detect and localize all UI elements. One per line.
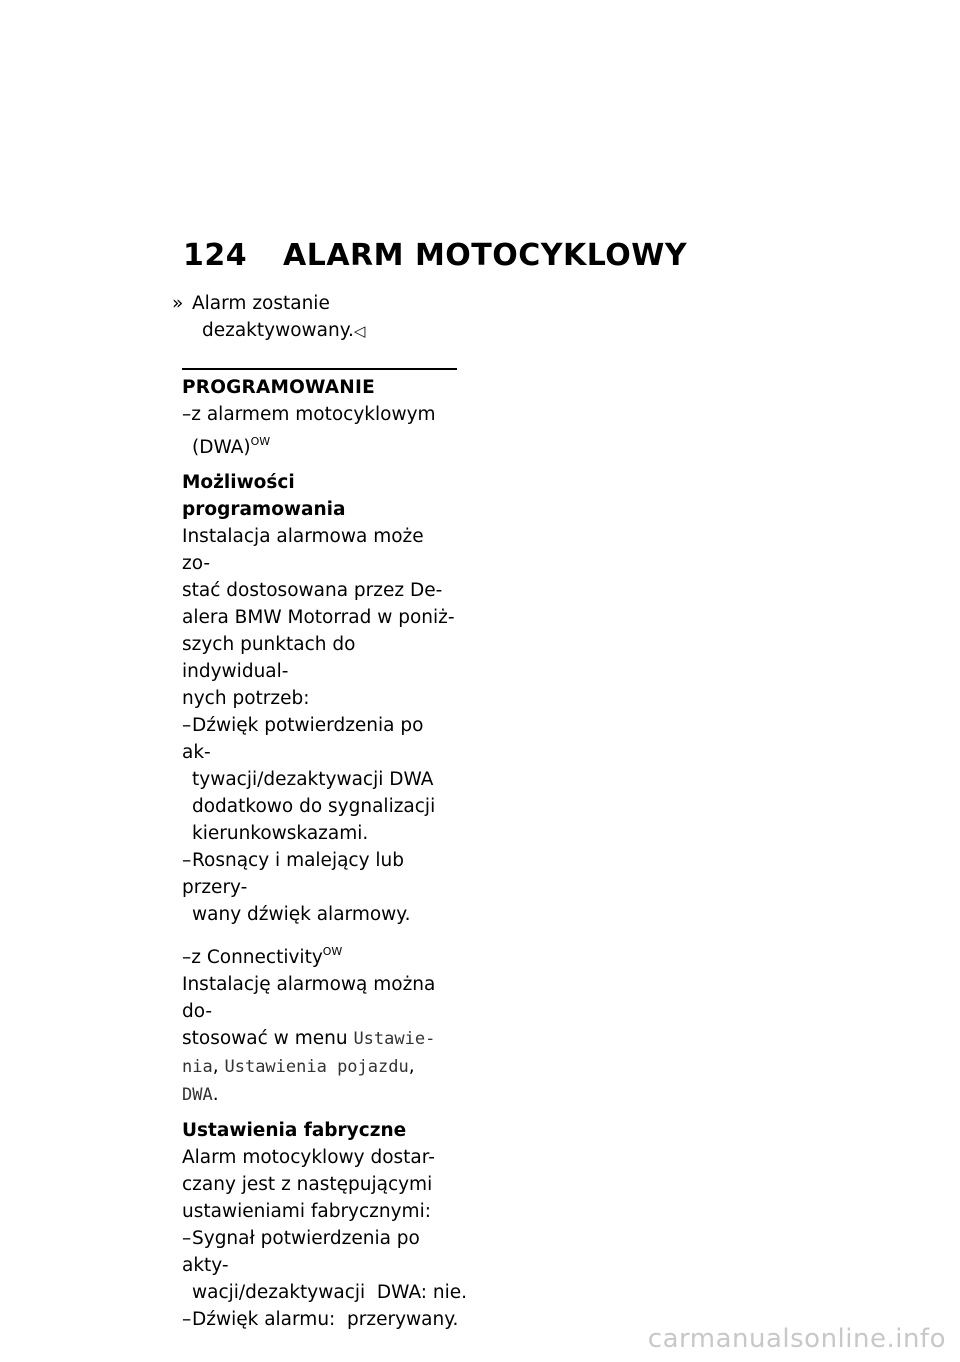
option-line: z Connectivity: [191, 947, 323, 968]
separator: .: [212, 1084, 219, 1105]
page-number: 124: [183, 238, 248, 273]
page-header: [183, 238, 687, 273]
text-line: alera BMW Motorrad w poniż-: [182, 607, 455, 628]
text-line: stać dostosowana przez De-: [182, 580, 443, 601]
result-marker: »: [172, 293, 184, 314]
end-marker-icon: ◁: [353, 322, 366, 340]
menu-path-settings: nia: [182, 1057, 213, 1077]
section-rule: [182, 368, 457, 370]
paragraph-options: [182, 523, 457, 712]
menu-path-settings: Ustawie-: [353, 1029, 436, 1049]
text-line: dodatkowo do sygnalizacji: [192, 796, 436, 817]
subheading-options: Możliwości programowania: [182, 472, 346, 520]
option-superscript: OW: [322, 945, 343, 958]
text-line: wany dźwięk alarmowy.: [192, 904, 411, 925]
intro-result: [172, 290, 457, 345]
separator: ,: [408, 1056, 415, 1077]
text-line: Alarm motocyklowy dostar-: [182, 1147, 435, 1168]
dash: –: [182, 404, 192, 425]
section-heading: PROGRAMOWANIE: [182, 377, 375, 398]
paragraph-menu: [182, 971, 457, 1109]
list-options: [182, 712, 457, 928]
text-line: ustawieniami fabrycznymi:: [182, 1201, 431, 1222]
paragraph-factory: [182, 1144, 457, 1225]
text-line: czany jest z następującymi: [182, 1174, 433, 1195]
subheading-factory: Ustawienia fabryczne: [182, 1120, 407, 1141]
text-line: Instalację alarmową można do-: [182, 974, 436, 1022]
dash: –: [182, 1228, 192, 1249]
menu-path-vehicle-settings: Ustawienia pojazdu: [224, 1057, 409, 1077]
dash: –: [182, 850, 192, 871]
text-line: Dźwięk potwierdzenia po ak-: [182, 715, 424, 763]
text-line: kierunkowskazami.: [192, 823, 369, 844]
content-column: [172, 290, 468, 1333]
list-item: [182, 712, 457, 847]
list-item: [182, 1225, 468, 1306]
text-line: Dźwięk alarmu: przerywany.: [192, 1309, 459, 1330]
option-line: z alarmem motocyklowym: [191, 404, 436, 425]
list-factory: [182, 1225, 468, 1333]
list-item: [182, 847, 457, 928]
text-line: stosować w menu: [182, 1028, 354, 1049]
intro-line: dezaktywowany.: [202, 320, 354, 341]
dash: –: [182, 1309, 192, 1330]
option-equipment: [182, 401, 457, 461]
dash: –: [182, 715, 192, 736]
intro-line: Alarm zostanie: [192, 293, 330, 314]
text-line: Instalacja alarmowa może zo-: [182, 526, 424, 574]
text-line: Rosnący i malejący lub przery-: [182, 850, 405, 898]
list-item: [182, 1306, 457, 1333]
option-line: (DWA): [192, 437, 251, 458]
menu-path-dwa: DWA: [182, 1085, 213, 1105]
text-line: Sygnał potwierdzenia po akty-: [182, 1228, 420, 1276]
text-line: tywacji/dezaktywacji DWA: [192, 769, 434, 790]
separator: ,: [212, 1056, 225, 1077]
text-line: nych potrzeb:: [182, 688, 310, 709]
option-connectivity: [182, 938, 457, 971]
watermark: carmanualsonline.info: [647, 1324, 946, 1354]
text-line: wacji/dezaktywacji DWA: nie.: [192, 1282, 468, 1303]
page-title: ALARM MOTOCYKLOWY: [283, 238, 688, 273]
option-superscript: OW: [250, 435, 271, 448]
dash: –: [182, 947, 192, 968]
text-line: szych punktach do indywidual-: [182, 634, 356, 682]
